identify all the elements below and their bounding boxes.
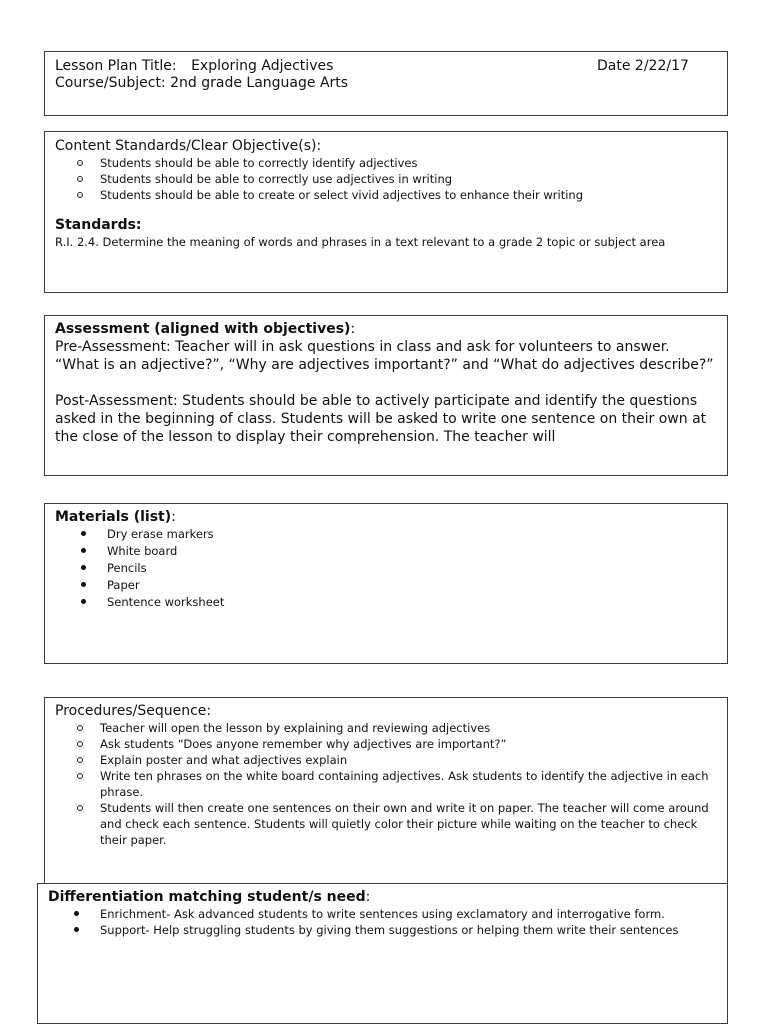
differentiation-list bbox=[48, 906, 717, 938]
section-heading: Procedures/Sequence: bbox=[55, 703, 212, 719]
standards-text: R.I. 2.4. Determine the meaning of words and phrases in a text relevant to a grade 2 topic or subject area bbox=[55, 235, 666, 249]
section-heading: Content Standards/Clear Objective(s): bbox=[55, 138, 322, 154]
list-item: Write ten phrases on the white board containing adjectives. Ask students to identify the adjective in each phrase. bbox=[55, 768, 713, 800]
section-heading: Materials (list): bbox=[55, 509, 176, 525]
list-item: Students should be able to correctly identify adjectives bbox=[55, 155, 717, 171]
materials-list bbox=[55, 526, 717, 611]
list-item: Paper bbox=[55, 577, 717, 594]
list-item: Students will then create one sentences on their own and write it on paper. The teacher will come around and check each sentence. Students will quietly color their picture while waiting on the teacher to check their paper. bbox=[55, 800, 713, 848]
assessment-box bbox=[44, 315, 728, 476]
list-item: White board bbox=[55, 543, 717, 560]
pre-assessment-text: Pre-Assessment: Teacher will in ask questions in class and ask for volunteers to answer. “What is an adjective?”, “Why are adjectives important?” and “What do adjectives describe?” bbox=[55, 339, 714, 373]
list-item: Students should be able to create or select vivid adjectives to enhance their writing bbox=[55, 187, 717, 203]
post-assessment-text: Post-Assessment: Students should be able to actively participate and identify the questions asked in the beginning of class. Students will be asked to write one sentence on their own at the close of the lesson to display their comprehension. The teacher will bbox=[55, 393, 707, 445]
section-heading: Assessment (aligned with objectives): bbox=[55, 321, 356, 337]
list-item: Pencils bbox=[55, 560, 717, 577]
list-item: Sentence worksheet bbox=[55, 594, 717, 611]
content-standards-box bbox=[44, 131, 728, 293]
lesson-title-line bbox=[55, 58, 717, 75]
list-item: Explain poster and what adjectives explain bbox=[55, 752, 713, 768]
differentiation-box bbox=[37, 883, 728, 1024]
title-value: Exploring Adjectives bbox=[191, 58, 334, 74]
list-item: Enrichment- Ask advanced students to write sentences using exclamatory and interrogative form. bbox=[48, 906, 687, 922]
objectives-list bbox=[55, 155, 717, 203]
standards-heading: Standards: bbox=[55, 217, 142, 233]
procedures-list bbox=[55, 720, 717, 848]
course-label: Course/Subject: bbox=[55, 75, 166, 91]
list-item: Students should be able to correctly use adjectives in writing bbox=[55, 171, 717, 187]
header-box bbox=[44, 51, 728, 116]
course-value: 2nd grade Language Arts bbox=[170, 75, 349, 91]
title-label: Lesson Plan Title: bbox=[55, 58, 177, 74]
list-item: Support- Help struggling students by giving them suggestions or helping them write their sentences bbox=[48, 922, 687, 938]
list-item: Ask students “Does anyone remember why adjectives are important?” bbox=[55, 736, 713, 752]
lesson-date: Date 2/22/17 bbox=[597, 58, 689, 74]
list-item: Teacher will open the lesson by explaining and reviewing adjectives bbox=[55, 720, 713, 736]
section-heading: Differentiation matching student/s need: bbox=[48, 889, 371, 905]
materials-box bbox=[44, 503, 728, 664]
course-line bbox=[55, 75, 717, 92]
list-item: Dry erase markers bbox=[55, 526, 717, 543]
